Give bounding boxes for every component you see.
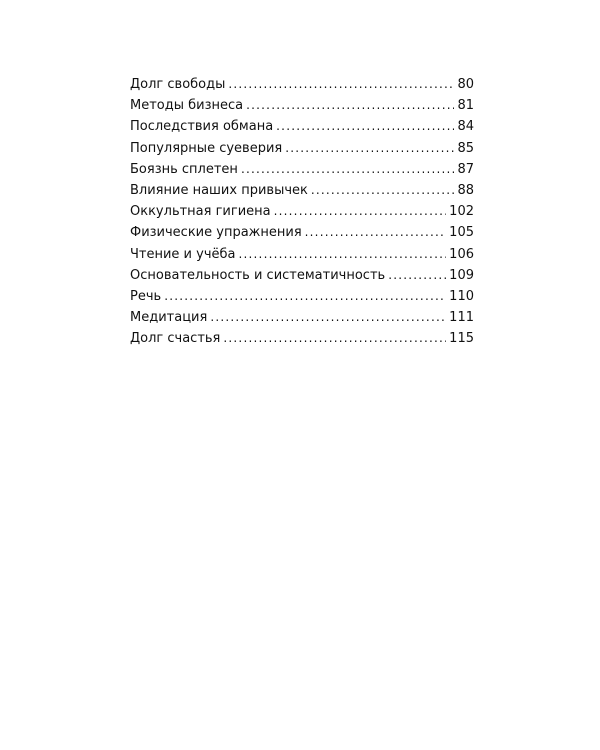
toc-entry-title: Оккультная гигиена (130, 204, 271, 220)
toc-entry (130, 159, 474, 180)
toc-entry-title: Долг свободы (130, 77, 226, 92)
toc-entry-title: Последствия обмана (130, 119, 274, 135)
toc-dot-leader (305, 222, 447, 243)
toc-page-number: 111 (449, 310, 474, 326)
toc-entry (130, 328, 474, 349)
toc-entry-title: Медитация (130, 310, 208, 326)
toc-entry-title: Основательность и систематичность (130, 267, 386, 283)
toc-dot-leader (210, 307, 446, 328)
toc-dot-leader (274, 201, 447, 222)
toc-page-number: 87 (457, 161, 474, 177)
toc-entry (130, 265, 474, 286)
toc-entry-title: Популярные суеверия (130, 140, 283, 156)
toc-page-number: 109 (449, 267, 474, 283)
toc-page-number: 84 (457, 119, 474, 135)
toc-entry (130, 95, 474, 116)
toc-dot-leader (241, 159, 455, 180)
toc-page-number: 110 (449, 288, 474, 304)
toc-entry (130, 116, 474, 137)
toc-entry-title: Боязнь сплетен (130, 161, 238, 177)
toc-entry-title: Долг счастья (130, 331, 221, 347)
toc-entry-title: Речь (130, 288, 162, 304)
toc-dot-leader (223, 328, 446, 349)
toc-page-number: 88 (457, 182, 474, 198)
toc-entry (130, 74, 474, 95)
toc-entry (130, 244, 474, 265)
toc-page-number: 105 (449, 225, 474, 241)
toc-page-number: 80 (457, 77, 474, 92)
toc-dot-leader (276, 116, 454, 137)
toc-entry (130, 201, 474, 222)
toc-dot-leader (388, 265, 446, 286)
toc-page-number: 102 (449, 204, 474, 220)
toc-entry (130, 138, 474, 159)
toc-entry (130, 222, 474, 243)
toc-page-number: 106 (449, 246, 474, 262)
toc-dot-leader (311, 180, 455, 201)
table-of-contents (130, 74, 474, 349)
toc-entry (130, 180, 474, 201)
toc-entry-title: Методы бизнеса (130, 98, 244, 114)
toc-page-number: 81 (457, 98, 474, 114)
toc-dot-leader (246, 95, 454, 116)
toc-entry-title: Чтение и учёба (130, 246, 236, 262)
toc-entry (130, 307, 474, 328)
toc-dot-leader (164, 286, 446, 307)
toc-dot-leader (285, 138, 454, 159)
toc-entry (130, 286, 474, 307)
toc-dot-leader (228, 74, 454, 95)
toc-page-number: 115 (449, 331, 474, 347)
toc-page-number: 85 (457, 140, 474, 156)
toc-entry-title: Влияние наших привычек (130, 182, 308, 198)
toc-dot-leader (239, 244, 447, 265)
toc-entry-title: Физические упражнения (130, 225, 302, 241)
